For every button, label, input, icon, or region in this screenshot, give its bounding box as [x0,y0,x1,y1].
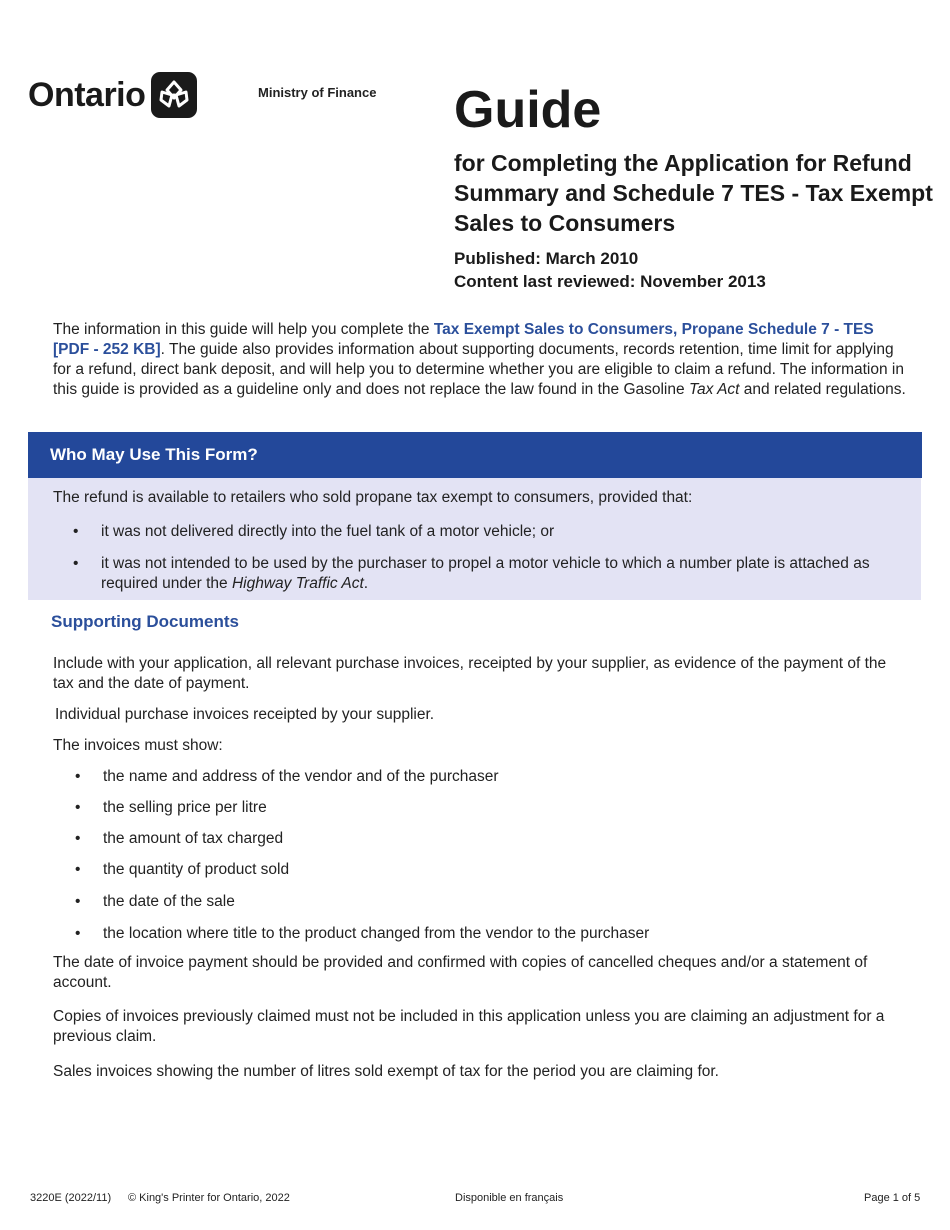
list-item-text: it was not delivered directly into the fuel tank of a motor vehicle; or [101,523,555,540]
copyright: © King's Printer for Ontario, 2022 [128,1192,290,1204]
supporting-p3: The invoices must show: [53,737,223,754]
french-availability: Disponible en français [455,1192,564,1204]
supporting-p1: Include with your application, all relevant purchase invoices, receipted by your supplier, as evidence of the payment of the tax and the date of payment. [53,655,887,692]
bullet-icon: • [75,830,81,847]
list-item-text: the location where title to the product changed from the vendor to the purchaser [103,925,650,942]
supporting-documents-heading: Supporting Documents [51,612,239,631]
bullet-icon: • [73,555,79,572]
list-item-text: the quantity of product sold [103,861,290,878]
intro-paragraph [53,320,913,400]
published-date: Published: March 2010 [454,249,639,268]
list-item-text: it was not intended to be used by the purchaser to propel a motor vehicle to which a number plate is attached as required under the Highway Traffic Act. [101,555,870,592]
intro-text-3: and related regulations. [739,381,906,398]
bullet-icon: • [75,925,81,942]
logo-text: Ontario [28,75,146,114]
supporting-p5: Copies of invoices previously claimed must not be included in this application unless you are claiming an adjustment for a previous claim. [53,1008,885,1045]
list-item-text: the date of the sale [103,893,235,910]
publication-info [454,247,766,293]
supporting-p4: The date of invoice payment should be provided and confirmed with copies of cancelled cheques and/or a statement of account. [53,954,868,991]
page-subtitle: for Completing the Application for Refund Summary and Schedule 7 TES - Tax Exempt Sales to Consumers [454,150,933,236]
page-title: Guide [454,81,602,139]
bullet-icon: • [75,861,81,878]
form-code: 3220E (2022/11) [30,1192,112,1204]
supporting-p6: Sales invoices showing the number of litres sold exempt of tax for the period you are claiming for. [53,1063,719,1080]
intro-text-1: The information in this guide will help you complete the [53,321,434,338]
bullet-icon: • [75,893,81,910]
list-item-text: the amount of tax charged [103,830,284,847]
intro-text-2: . The guide also provides information about supporting documents, records retention, time limit for applying for a refund, direct bank deposit, and will help you to determine whether you are eligible to claim a refund. The information in this guide is provided as a guideline only and does not replace the law found in the Gasoline [53,341,904,398]
intro-tax-act: Tax Act [688,381,740,398]
bullet-icon: • [75,799,81,816]
trillium-icon [151,72,197,118]
ministry-name: Ministry of Finance [258,85,377,100]
bullet-icon: • [73,523,79,540]
ontario-logo [28,72,197,118]
supporting-p2: Individual purchase invoices receipted by your supplier. [55,706,435,723]
who-lead: The refund is available to retailers who sold propane tax exempt to consumers, provided that: [53,489,693,506]
reviewed-date: Content last reviewed: November 2013 [454,272,766,291]
highway-traffic-act: Highway Traffic Act [231,575,364,592]
bullet-icon: • [75,768,81,785]
page-number: Page 1 of 5 [864,1192,921,1204]
schedule-7-pdf-link[interactable]: Tax Exempt Sales to Consumers, Propane Schedule 7 - TES [PDF - 252 KB] [53,321,874,358]
list-item-text: the selling price per litre [103,799,267,816]
list-item-text: the name and address of the vendor and of the purchaser [103,768,499,785]
who-may-use-panel [28,478,921,600]
who-may-use-heading: Who May Use This Form? [28,432,922,478]
